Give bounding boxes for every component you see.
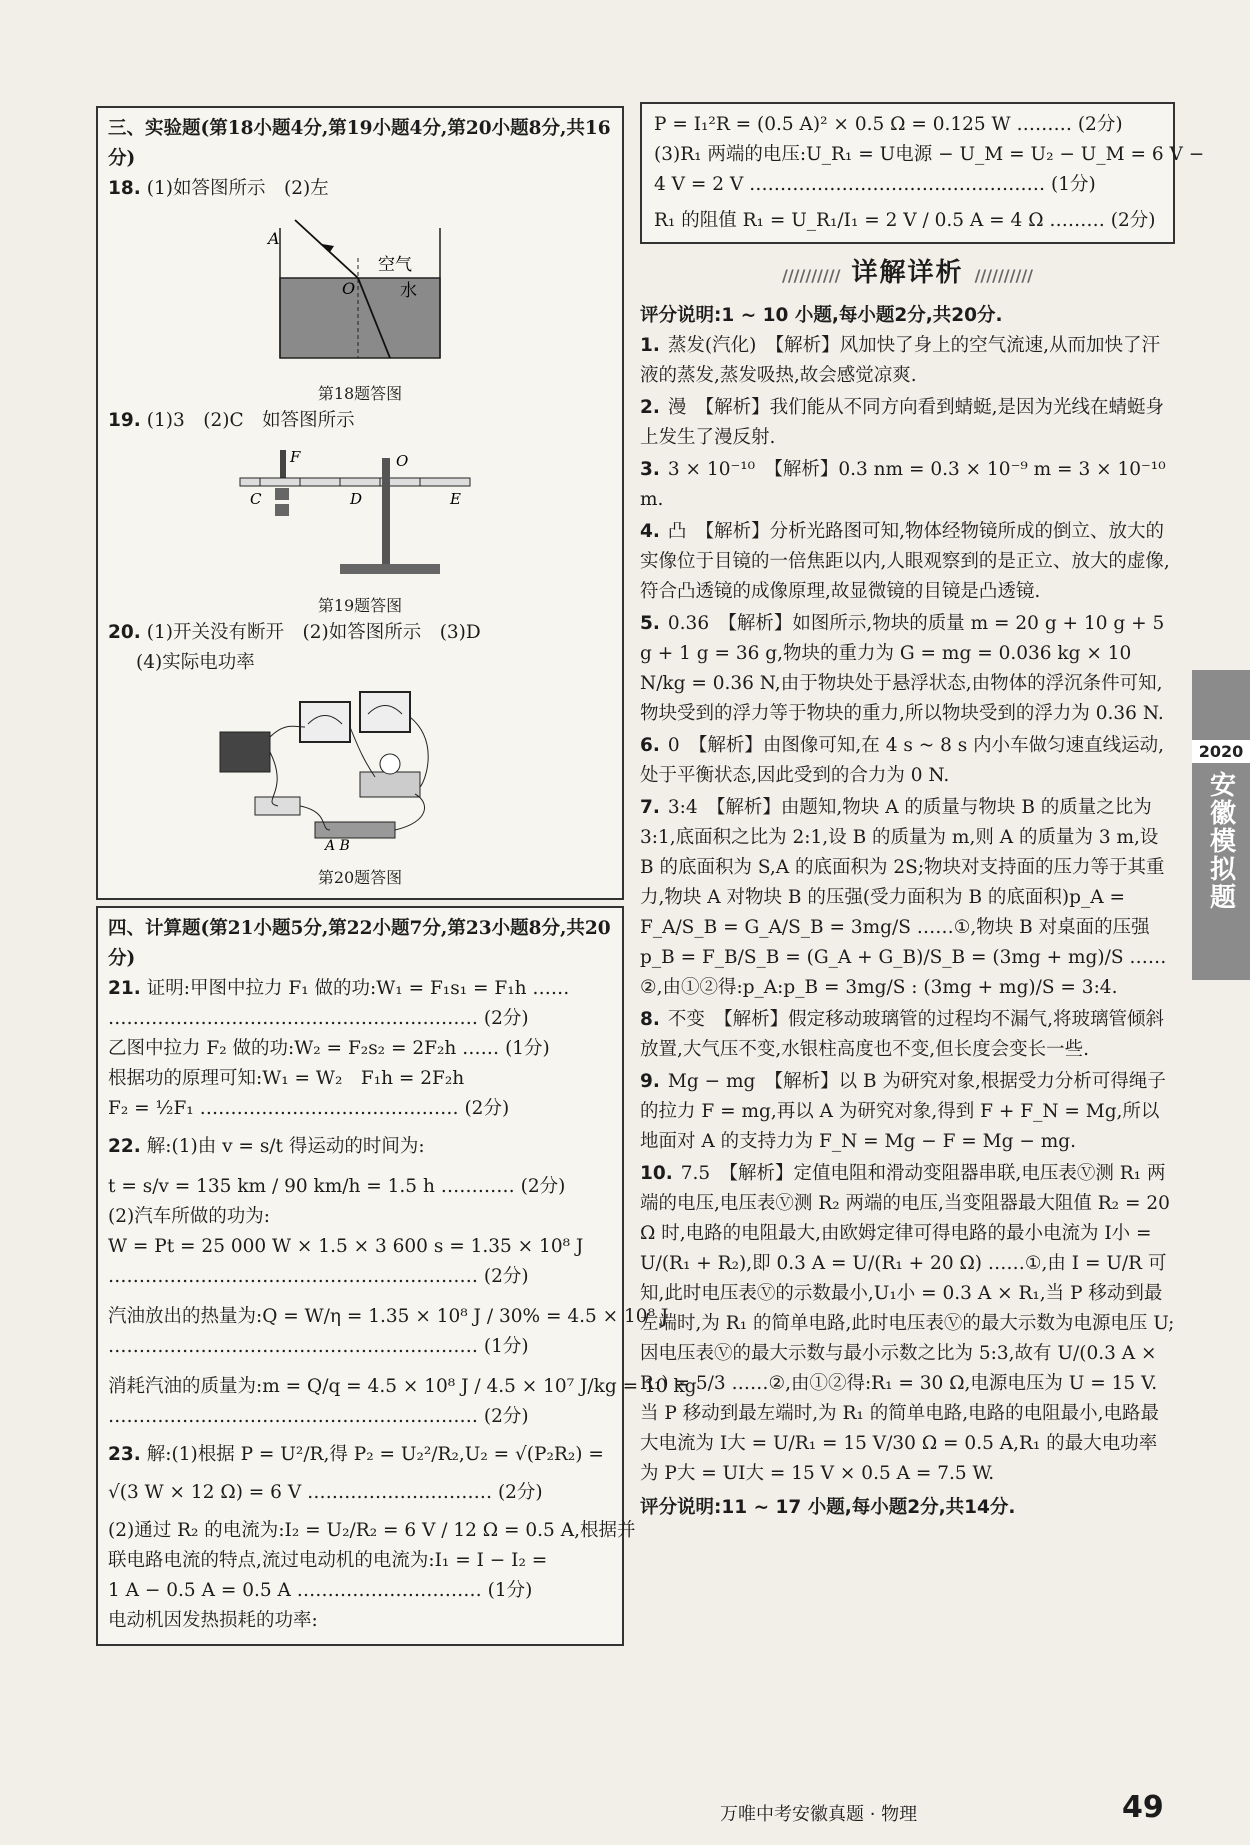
q22-line-0: 解:(1)由 v = s/t 得运动的时间为: [146, 1136, 425, 1157]
banner-deco-right: ////////// [974, 266, 1033, 285]
q23-line-5: 电动机因发热损耗的功率: [108, 1610, 318, 1631]
q22-line-1: t = s/v = 135 km / 90 km/h = 1.5 h ………… (2分) [108, 1176, 566, 1197]
answer-number: 5. [640, 613, 660, 634]
q20-caption: 第20题答图 [317, 868, 403, 887]
q19 [108, 406, 612, 436]
answer-item-2 [640, 393, 1175, 453]
answer-list [640, 331, 1175, 1489]
q22-line-2: (2)汽车所做的功为: [108, 1206, 270, 1227]
q20-line2: (4)实际电功率 [136, 652, 255, 673]
scoring-note-2: 评分说明:11 ~ 17 小题,每小题2分,共14分. [640, 1497, 1016, 1518]
footer-brand: 万唯中考安徽真题 · 物理 [720, 1804, 918, 1825]
label-a: A [268, 229, 280, 248]
topbox-line-0: P = I₁²R = (0.5 A)² × 0.5 Ω = 0.125 W ……… (2分) [654, 114, 1123, 135]
side-tab-year: 2020 [1192, 740, 1250, 763]
q18-caption: 第18题答图 [317, 384, 403, 403]
answer-item-9 [640, 1067, 1175, 1157]
q19-figure [108, 440, 612, 590]
banner-deco-left: ////////// [781, 266, 841, 285]
label-ab: A B [325, 838, 350, 854]
q21-line-2: 乙图中拉力 F₂ 做的功:W₂ = F₂s₂ = 2F₂h …… (1分) [108, 1038, 550, 1059]
side-tab [1192, 670, 1250, 980]
answer-text: 不变 【解析】假定移动玻璃管的过程均不漏气,将玻璃管倾斜放置,大气压不变,水银柱高度也不变,但长度会变长一些. [640, 1009, 1165, 1060]
page-number: 49 [1122, 1790, 1164, 1825]
banner-title: 详解详析 [851, 258, 964, 288]
answer-number: 1. [640, 335, 660, 356]
answer-item-7 [640, 793, 1175, 1003]
q19-number: 19. [108, 410, 141, 431]
topbox-line-2: 4 V = 2 V ………………………………………… (1分) [654, 174, 1096, 195]
q21-line-1: …………………………………………………… (2分) [108, 1008, 529, 1029]
circuit-diagram [200, 682, 520, 852]
label-o2: O [396, 452, 409, 470]
calculation-section [96, 906, 697, 1646]
q18 [108, 174, 612, 204]
answer-text: 3 × 10⁻¹⁰ 【解析】0.3 nm = 0.3 × 10⁻⁹ m = 3 × 10⁻¹⁰ m. [640, 459, 1166, 510]
q23-number: 23. [108, 1444, 141, 1465]
q20 [108, 618, 612, 678]
q22-line-7: 消耗汽油的质量为:m = Q/q = 4.5 × 10⁸ J / 4.5 × 10⁷ J/kg = 10 kg [108, 1376, 697, 1397]
answer-item-4 [640, 517, 1175, 607]
q18-text: (1)如答图所示 (2)左 [146, 178, 329, 199]
q23-line-1: √(3 W × 12 Ω) = 6 V ………………………… (2分) [108, 1482, 543, 1503]
label-water: 水 [400, 281, 417, 301]
q18-number: 18. [108, 178, 141, 199]
answer-text: 3:4 【解析】由题知,物块 A 的质量与物块 B 的质量之比为 3:1,底面积之比为 2:1,设 B 的质量为 m,则 A 的质量为 3 m,设 B 的底面积为 S,A 的底面积为 2S;物块对支持面的压力等于其重力,物块 A 对物块 B 的压强(受力面积为 B 的底面积)p_A = F_A/S_B = G_A/S_B = 3mg/S ……①,物块 B 对桌面的压强 p_B = F_B/S_B = (G_A + G_B)/S_B = (3mg + mg)/S ……②,由①②得:p_A:p_B = 3mg/S : (3mg + mg)/S = 3:4. [640, 797, 1167, 998]
scoring-note-1: 评分说明:1 ~ 10 小题,每小题2分,共20分. [640, 305, 1003, 326]
refraction-diagram [210, 208, 510, 368]
q18-figure [108, 208, 612, 378]
answer-number: 6. [640, 735, 660, 756]
answer-text: 凸 【解析】分析光路图可知,物体经物镜所成的倒立、放大的实像位于目镜的一倍焦距以内,人眼观察到的是正立、放大的虚像,符合凸透镜的成像原理,故显微镜的目镜是凸透镜. [640, 521, 1170, 602]
right-column [640, 102, 1205, 1523]
q22-line-8: …………………………………………………… (2分) [108, 1406, 529, 1427]
answer-text: 0 【解析】由图像可知,在 4 s ~ 8 s 内小车做匀速直线运动,处于平衡状态,因此受到的合力为 0 N. [640, 735, 1165, 786]
answer-text: Mg − mg 【解析】以 B 为研究对象,根据受力分析可得绳子的拉力 F = mg,再以 A 为研究对象,得到 F + F_N = Mg,所以地面对 A 的支持力为 F_N = Mg − F = Mg − mg. [640, 1071, 1166, 1152]
detailed-analysis-banner [640, 258, 1175, 291]
q21-line-0: 证明:甲图中拉力 F₁ 做的功:W₁ = F₁s₁ = F₁h …… [146, 978, 570, 999]
q20-line1: (1)开关没有断开 (2)如答图所示 (3)D [146, 622, 481, 643]
q22-line-4: …………………………………………………… (2分) [108, 1266, 529, 1287]
answer-item-8 [640, 1005, 1175, 1065]
label-c: C [250, 490, 262, 508]
lever-diagram [200, 440, 520, 580]
label-air: 空气 [378, 255, 412, 275]
q23-continued-box [640, 102, 1205, 244]
q22-line-6: …………………………………………………… (1分) [108, 1336, 529, 1357]
q20-number: 20. [108, 622, 141, 643]
q22-number: 22. [108, 1136, 141, 1157]
answer-number: 10. [640, 1163, 673, 1184]
label-o: O [342, 279, 356, 298]
answer-text: 7.5 【解析】定值电阻和滑动变阻器串联,电压表Ⓥ测 R₁ 两端的电压,电压表Ⓥ测 R₂ 两端的电压,当变阻器最大阻值 R₂ = 20 Ω 时,电路的电阻最大,由欧姆定律可得电路的最小电流为 I小 = U/(R₁ + R₂),即 0.3 A = U/(R₁ + 20 Ω) ……①,由 I = U/R 可知,此时电压表Ⓥ的示数最小,U₁小 = 0.3 A × R₁,当 P 移动到最左端时,为 R₁ 的简单电路,此时电压表Ⓥ的最大示数为电源电压 U;因电压表Ⓥ的最大示数与最小示数之比为 5:3,故有 U/(0.3 A × R₁) = 5/3 ……②,由①②得:R₁ = 30 Ω,电源电压为 U = 15 V.当 P 移动到最左端时,为 R₁ 的简单电路,电路的电阻最小,电路最大电流为 I大 = U/R₁ = 15 V/30 Ω = 0.5 A,R₁ 的最大电功率为 P大 = UI大 = 15 V × 0.5 A = 7.5 W. [640, 1163, 1175, 1484]
q21-line-3: 根据功的原理可知:W₁ = W₂ F₁h = 2F₂h [108, 1068, 465, 1089]
q22-line-3: W = Pt = 25 000 W × 1.5 × 3 600 s = 1.35 × 10⁸ J [108, 1236, 584, 1257]
left-column [96, 106, 697, 1646]
topbox-line-3: R₁ 的阻值 R₁ = U_R₁/I₁ = 2 V / 0.5 A = 4 Ω ……… (2分) [654, 210, 1156, 231]
answer-text: 0.36 【解析】如图所示,物块的质量 m = 20 g + 10 g + 5 g + 1 g = 36 g,物块的重力为 G = mg = 0.036 kg × 10 N/kg = 0.36 N,由于物块处于悬浮状态,由物体的浮沉条件可知,物块受到的浮力等于物块的重力,所以物块受到的浮力为 0.36 N. [640, 613, 1165, 724]
answer-text: 蒸发(汽化) 【解析】风加快了身上的空气流速,从而加快了汗液的蒸发,蒸发吸热,故会感觉凉爽. [640, 335, 1160, 386]
answer-item-1 [640, 331, 1175, 391]
q21-number: 21. [108, 978, 141, 999]
answer-item-6 [640, 731, 1175, 791]
answer-number: 4. [640, 521, 660, 542]
q23-line-2: (2)通过 R₂ 的电流为:I₂ = U₂/R₂ = 6 V / 12 Ω = 0.5 A,根据并 [108, 1520, 636, 1541]
q19-text: (1)3 (2)C 如答图所示 [146, 410, 355, 431]
answer-text: 漫 【解析】我们能从不同方向看到蜻蜓,是因为光线在蜻蜓身上发生了漫反射. [640, 397, 1165, 448]
answer-number: 2. [640, 397, 660, 418]
answer-item-10 [640, 1159, 1175, 1489]
answer-number: 7. [640, 797, 660, 818]
answer-item-5 [640, 609, 1175, 729]
q23-line-0: 解:(1)根据 P = U²/R,得 P₂ = U₂²/R₂,U₂ = √(P₂R₂) = [146, 1444, 604, 1465]
section4-title: 四、计算题(第21小题5分,第22小题7分,第23小题8分,共20分) [108, 918, 611, 969]
label-f: F [290, 448, 301, 466]
side-tab-label: 安徽模拟题 [1205, 771, 1236, 911]
answer-item-3 [640, 455, 1175, 515]
q22 [108, 1132, 697, 1432]
section3-title: 三、实验题(第18小题4分,第19小题4分,第20小题8分,共16分) [108, 118, 611, 169]
label-e: E [450, 490, 461, 508]
answer-number: 8. [640, 1009, 660, 1030]
answer-number: 3. [640, 459, 660, 480]
answer-number: 9. [640, 1071, 660, 1092]
q21 [108, 974, 612, 1124]
q21-line-4: F₂ = ½F₁ …………………………………… (2分) [108, 1098, 510, 1119]
q22-line-5: 汽油放出的热量为:Q = W/η = 1.35 × 10⁸ J / 30% = 4.5 × 10⁸ J [108, 1306, 669, 1327]
q23 [108, 1440, 636, 1636]
q23-line-3: 联电路电流的特点,流过电动机的电流为:I₁ = I − I₂ = [108, 1550, 548, 1571]
q20-figure [108, 682, 612, 862]
experiment-section [96, 106, 624, 900]
q19-caption: 第19题答图 [317, 596, 403, 615]
q23-line-4: 1 A − 0.5 A = 0.5 A ………………………… (1分) [108, 1580, 533, 1601]
label-d: D [350, 490, 363, 508]
topbox-line-1: (3)R₁ 两端的电压:U_R₁ = U电源 − U_M = U₂ − U_M = 6 V − [654, 144, 1205, 165]
